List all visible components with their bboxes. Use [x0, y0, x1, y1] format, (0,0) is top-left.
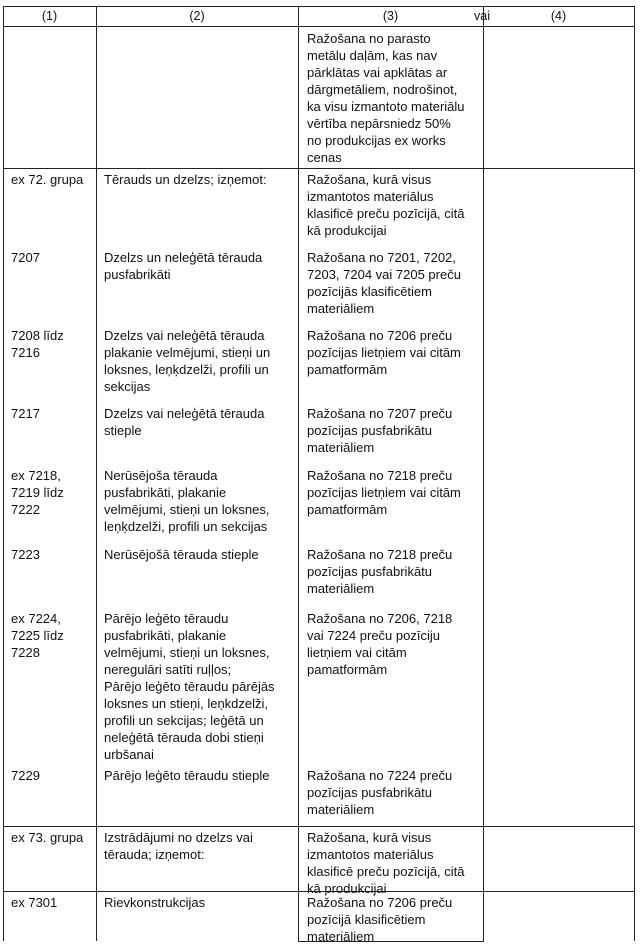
description-line: neregulāri satīti ruļļos; [104, 662, 232, 677]
header-col-4: (4) [550, 9, 567, 23]
description-line: tērauda; izņemot: [104, 847, 205, 862]
rule-cell [307, 546, 452, 597]
rule-line: Ražošana no parasto [307, 31, 431, 46]
section-divider-2 [3, 826, 635, 827]
rule-line: izmantotos materiālus [307, 847, 434, 862]
description-line: profili un sekcijas; leģētā un [104, 713, 264, 728]
rule-line: materiāliem [307, 301, 375, 316]
description-line: Pārējo leģēto tēraudu [104, 611, 229, 626]
code-cell [11, 405, 40, 422]
description-line: loksnes un stieņi, leņkdzelži, [104, 696, 269, 711]
description-line: pusfabrikāti, plakanie [104, 628, 227, 643]
rule-line: vērtība nepārsniedz 50% [307, 116, 451, 131]
rule-line: materiāliem [307, 802, 375, 817]
rule-line: izmantotos materiālus [307, 189, 434, 204]
rule-line: cenas [307, 150, 342, 165]
code-line: ex 7301 [11, 895, 58, 910]
code-cell [11, 767, 40, 784]
description-line: Nerūsējoša tērauda [104, 468, 218, 483]
description-cell [104, 546, 259, 563]
code-cell [11, 610, 64, 661]
rule-line: kā produkcijai [307, 881, 387, 896]
rule-line: materiāliem [307, 581, 375, 596]
rule-line: dārgmetāliem, nodrošinot, [307, 82, 458, 97]
rule-line: pozīcijas pusfabrikātu [307, 423, 433, 438]
description-line: Dzelzs vai neleģētā tērauda [104, 406, 265, 421]
description-cell [104, 894, 205, 911]
code-line: ex 7218, [11, 468, 61, 483]
rule-line: Ražošana no 7207 preču [307, 406, 453, 421]
description-line: velmējumi, stieņi un loksnes, [104, 502, 270, 517]
description-line: Dzelzs un neleģētā tērauda [104, 250, 263, 265]
rule-line: 7203, 7204 vai 7205 preču [307, 267, 461, 282]
rule-line: materiāliem [307, 440, 375, 455]
description-cell [104, 467, 269, 535]
column-divider-1 [96, 6, 97, 941]
description-line: Tērauds un dzelzs; izņemot: [104, 172, 267, 187]
rule-line: Ražošana no 7218 preču [307, 547, 453, 562]
rule-line: Ražošana no 7206 preču [307, 895, 453, 910]
header-vai: vai [474, 9, 490, 23]
description-line: urbšanai [104, 747, 154, 762]
rule-line: Ražošana no 7206, 7218 [307, 611, 453, 626]
rule-line: no produkcijas ex works [307, 133, 446, 148]
code-line: 7225 līdz [11, 628, 64, 643]
description-line: plakanie velmējumi, stieņi un [104, 345, 271, 360]
rule-cell [307, 610, 452, 678]
rule-line: pozīcijas pusfabrikātu [307, 564, 433, 579]
rule-line: ka visu izmantoto materiālu [307, 99, 465, 114]
table-border-left [3, 6, 4, 941]
rule-line: pamatformām [307, 502, 388, 517]
description-line: Pārējo leģēto tēraudu stieple [104, 768, 270, 783]
code-line: 7217 [11, 406, 40, 421]
description-line: sekcijas [104, 379, 151, 394]
description-cell [104, 767, 270, 784]
description-cell [104, 171, 267, 188]
code-line: 7222 [11, 502, 40, 517]
rule-line: pamatformām [307, 362, 388, 377]
code-line: 7208 līdz [11, 328, 64, 343]
header-col-3: (3) [382, 9, 399, 23]
description-line: pusfabrikāti, plakanie [104, 485, 227, 500]
table-border-right [634, 6, 635, 941]
code-line: ex 73. grupa [11, 830, 84, 845]
description-cell [104, 327, 270, 395]
code-line: 7216 [11, 345, 40, 360]
rule-line: klasificē preču pozīcijā, citā [307, 864, 465, 879]
rule-line: Ražošana no 7201, 7202, [307, 250, 456, 265]
rule-line: pozīcijas lietņiem vai citām [307, 345, 461, 360]
code-cell [11, 546, 40, 563]
description-cell [104, 829, 253, 863]
column-divider-2 [298, 6, 299, 941]
code-cell [11, 829, 83, 846]
rule-cell [307, 467, 461, 518]
rule-line: vai 7224 preču pozīciju [307, 628, 440, 643]
rule-line: materiāliem [307, 929, 375, 944]
rule-line: pozīcijā klasificētiem [307, 912, 426, 927]
header-col-1: (1) [41, 9, 58, 23]
code-cell [11, 467, 64, 518]
header-divider [3, 26, 635, 27]
description-cell [104, 405, 264, 439]
description-line: Dzelzs vai neleģētā tērauda [104, 328, 265, 343]
header-col-2: (2) [189, 9, 205, 23]
description-line: velmējumi, stieņi un loksnes, [104, 645, 270, 660]
rule-cell [307, 30, 465, 166]
rule-line: Ražošana no 7224 preču [307, 768, 453, 783]
rule-line: metālu daļām, kas nav [307, 48, 438, 63]
description-line: Rievkonstrukcijas [104, 895, 206, 910]
section-divider-1 [3, 168, 635, 169]
description-line: pusfabrikāti [104, 267, 171, 282]
rule-line: Ražošana no 7206 preču [307, 328, 453, 343]
rule-line: kā produkcijai [307, 223, 387, 238]
code-cell [11, 249, 40, 266]
rule-line: pozīcijas pusfabrikātu [307, 785, 433, 800]
code-line: ex 7224, [11, 611, 61, 626]
code-line: ex 72. grupa [11, 172, 84, 187]
rule-line: Ražošana, kurā visus [307, 830, 432, 845]
description-cell [104, 249, 262, 283]
description-cell [104, 610, 275, 763]
rule-cell [307, 327, 461, 378]
rule-line: Ražošana no 7218 preču [307, 468, 453, 483]
code-line: 7229 [11, 768, 40, 783]
rule-line: Ražošana, kurā visus [307, 172, 432, 187]
description-line: Izstrādājumi no dzelzs vai [104, 830, 253, 845]
rule-cell [307, 249, 461, 317]
code-line: 7228 [11, 645, 40, 660]
rule-line: klasificē preču pozīcijā, citā [307, 206, 465, 221]
rule-cell [307, 405, 452, 456]
description-line: leņķdzelži, profili un sekcijas [104, 519, 268, 534]
description-line: Nerūsējošā tērauda stieple [104, 547, 259, 562]
code-line: 7207 [11, 250, 40, 265]
rule-cell [307, 767, 452, 818]
rule-line: pārklātas vai apklātas ar [307, 65, 448, 80]
column-divider-3 [483, 6, 484, 941]
rule-line: pozīcijās klasificētiem [307, 284, 432, 299]
code-cell [11, 327, 64, 361]
code-cell [11, 894, 57, 911]
rule-line: pozīcijas lietņiem vai citām [307, 485, 461, 500]
description-line: loksnes, leņķdzelži, profili un [104, 362, 269, 377]
rule-cell [307, 894, 452, 945]
rule-line: lietņiem vai citām [307, 645, 407, 660]
rule-line: pamatformām [307, 662, 388, 677]
code-cell [11, 171, 83, 188]
description-line: Pārējo leģēto tēraudu pārējās [104, 679, 275, 694]
rule-cell [307, 829, 465, 897]
rule-cell [307, 171, 465, 239]
description-line: neleģētā tērauda dobi stieņi [104, 730, 264, 745]
code-line: 7219 līdz [11, 485, 64, 500]
code-line: 7223 [11, 547, 40, 562]
description-line: stieple [104, 423, 142, 438]
